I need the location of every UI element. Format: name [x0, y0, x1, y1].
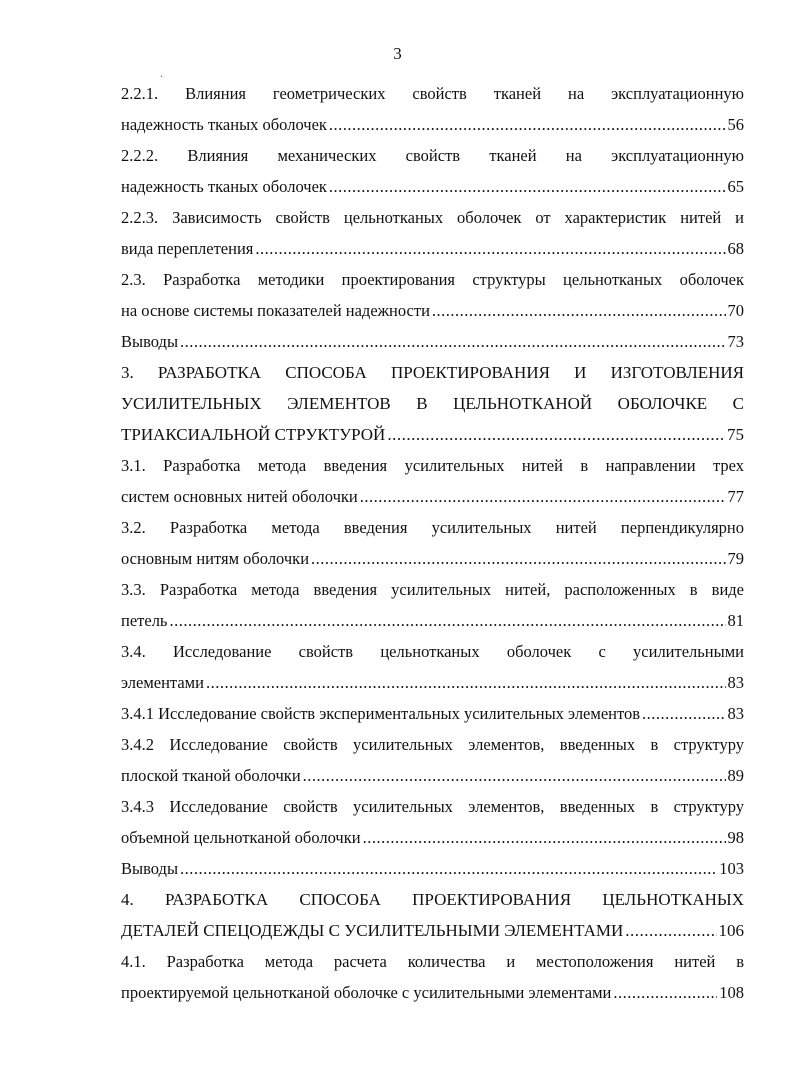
dot-leader: [255, 233, 725, 264]
toc-entry-page: 103: [719, 859, 744, 878]
toc-entry-last-line: [121, 915, 744, 946]
toc-entry-line: 2.3. Разработка методики проектирования структуры цельнотканых оболочек: [121, 270, 744, 289]
toc-entry: [121, 729, 744, 791]
toc-entry: [121, 574, 744, 636]
toc-entry-title: надежность тканых оболочек: [121, 115, 327, 134]
toc-entry-title: основным нитям оболочки: [121, 549, 310, 568]
toc-entry: [121, 946, 744, 1008]
toc-entry-page: 75: [727, 425, 744, 444]
toc-entry-last-line: [121, 419, 744, 450]
toc-entry-page: 81: [727, 611, 744, 630]
dot-leader: [387, 419, 725, 450]
toc-entry: [121, 791, 744, 853]
toc-entry-title: ДЕТАЛЕЙ СПЕЦОДЕЖДЫ С УСИЛИТЕЛЬНЫМИ ЭЛЕМЕНТАМИ: [121, 921, 624, 940]
toc-entry-last-line: [121, 605, 744, 636]
dot-leader: [311, 543, 725, 574]
toc-entry-page: 79: [727, 549, 744, 568]
toc-entry-last-line: [121, 822, 744, 853]
toc-entry-title: Выводы: [121, 332, 179, 351]
toc-entry-last-line: [121, 977, 744, 1008]
toc-entry-title: проектируемой цельнотканой оболочке с усилительными элементами: [121, 983, 612, 1002]
toc-entry-title: надежность тканых оболочек: [121, 177, 327, 196]
toc-entry-last-line: [121, 481, 744, 512]
page-number: 3: [393, 44, 402, 63]
dot-leader: [625, 915, 716, 946]
toc-entry: [121, 202, 744, 264]
toc-entry-line: 2.2.2. Влияния механических свойств тканей на эксплуатационную: [121, 146, 744, 165]
toc-entry-last-line: [121, 233, 744, 264]
dot-leader: [329, 109, 726, 140]
toc-entry-page: 89: [727, 766, 744, 785]
toc-entry-page: 73: [727, 332, 744, 351]
dot-leader: [180, 853, 717, 884]
toc-entry: [121, 140, 744, 202]
toc-entry-title: плоской тканой оболочки: [121, 766, 301, 785]
toc-entry-line: 3.4.2 Исследование свойств усилительных элементов, введенных в структуру: [121, 735, 744, 754]
dot-leader: [169, 605, 725, 636]
scan-speck: .: [160, 66, 163, 80]
toc-entry-title: на основе системы показателей надежности: [121, 301, 430, 320]
toc-entry-title: 3.4.1 Исследование свойств экспериментальных усилительных элементов: [121, 704, 641, 723]
toc-entry-line: 3. РАЗРАБОТКА СПОСОБА ПРОЕКТИРОВАНИЯ И ИЗГОТОВЛЕНИЯ: [121, 363, 744, 382]
toc-entry-line: 4.1. Разработка метода расчета количества и местоположения нитей в: [121, 952, 744, 971]
toc-entry: [121, 357, 744, 450]
toc-entry-page: 56: [727, 115, 744, 134]
dot-leader: [329, 171, 726, 202]
toc-entry-line: 3.2. Разработка метода введения усилительных нитей перпендикулярно: [121, 518, 744, 537]
toc-entry-last-line: [121, 326, 744, 357]
toc-entry-last-line: [121, 853, 744, 884]
toc-entry-title: вида переплетения: [121, 239, 254, 258]
dot-leader: [180, 326, 725, 357]
toc-entry: [121, 512, 744, 574]
toc-entry-line: 3.3. Разработка метода введения усилительных нитей, расположенных в виде: [121, 580, 744, 599]
dot-leader: [432, 295, 726, 326]
toc-entry-title: Выводы: [121, 859, 179, 878]
toc-entry-title: объемной цельнотканой оболочки: [121, 828, 361, 847]
dot-leader: [303, 760, 726, 791]
toc-entry-line: 3.4. Исследование свойств цельнотканых оболочек с усилительными: [121, 642, 744, 661]
toc-entry-last-line: [121, 543, 744, 574]
table-of-contents: [121, 78, 744, 1008]
toc-entry: [121, 636, 744, 698]
toc-entry-title: элементами: [121, 673, 204, 692]
toc-entry-last-line: [121, 760, 744, 791]
dot-leader: [613, 977, 717, 1008]
toc-entry-line: 3.4.3 Исследование свойств усилительных элементов, введенных в структуру: [121, 797, 744, 816]
toc-entry-line: 2.2.3. Зависимость свойств цельнотканых оболочек от характеристик нитей и: [121, 208, 744, 227]
toc-entry: [121, 264, 744, 326]
toc-entry: [121, 698, 744, 729]
toc-entry-title: систем основных нитей оболочки: [121, 487, 358, 506]
toc-entry: [121, 326, 744, 357]
toc-entry-line: 3.1. Разработка метода введения усилительных нитей в направлении трех: [121, 456, 744, 475]
dot-leader: [363, 822, 726, 853]
toc-entry: [121, 78, 744, 140]
toc-entry-page: 77: [727, 487, 744, 506]
toc-entry-page: 70: [727, 301, 744, 320]
toc-entry: [121, 450, 744, 512]
toc-entry-page: 108: [719, 983, 744, 1002]
toc-entry-last-line: [121, 171, 744, 202]
toc-entry: [121, 884, 744, 946]
toc-entry-line: УСИЛИТЕЛЬНЫХ ЭЛЕМЕНТОВ В ЦЕЛЬНОТКАНОЙ ОБОЛОЧКЕ С: [121, 394, 744, 413]
toc-entry-last-line: [121, 698, 744, 729]
toc-entry-page: 83: [727, 704, 744, 723]
toc-entry-page: 68: [727, 239, 744, 258]
toc-entry-page: 65: [727, 177, 744, 196]
toc-entry-page: 98: [727, 828, 744, 847]
toc-entry: [121, 853, 744, 884]
toc-entry-last-line: [121, 295, 744, 326]
toc-entry-line: 4. РАЗРАБОТКА СПОСОБА ПРОЕКТИРОВАНИЯ ЦЕЛЬНОТКАНЫХ: [121, 890, 744, 909]
toc-entry-title: петель: [121, 611, 168, 630]
toc-entry-title: ТРИАКСИАЛЬНОЙ СТРУКТУРОЙ: [121, 425, 386, 444]
dot-leader: [642, 698, 725, 729]
toc-entry-last-line: [121, 667, 744, 698]
toc-entry-line: 2.2.1. Влияния геометрических свойств тканей на эксплуатационную: [121, 84, 744, 103]
toc-entry-last-line: [121, 109, 744, 140]
toc-entry-page: 106: [718, 921, 744, 940]
dot-leader: [206, 667, 726, 698]
toc-entry-page: 83: [727, 673, 744, 692]
dot-leader: [360, 481, 726, 512]
